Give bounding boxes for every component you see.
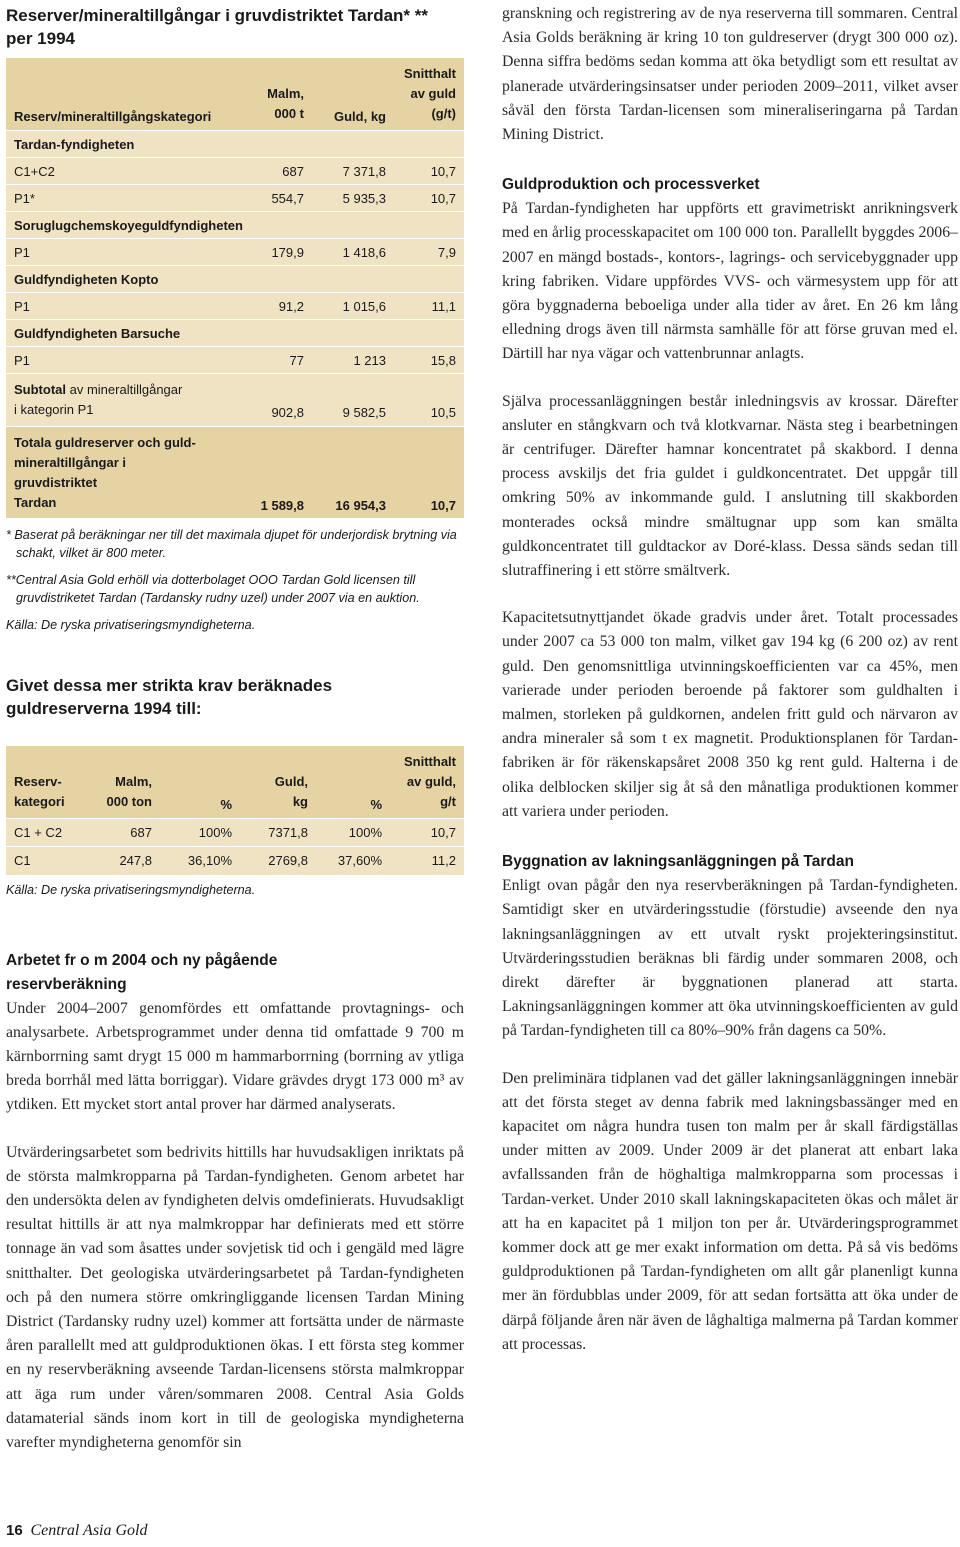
table1-title-line2: per 1994 — [6, 29, 75, 48]
paragraph-work-1: Under 2004–2007 genomfördes ett omfattande provtagnings- och analysarbete. Arbetsprogrammet under denna tid omfattade 9 700 m kärnborrning samt drygt 15 000 m hammarborrning (borrning av ytliga breda borrhål med lätta borriggar). Vidare grävdes drygt 173 000 m³ av ytdiken. Ett mycket stort antal prover har därmed analyserats. — [6, 999, 464, 1114]
cell-category: P1 — [6, 239, 220, 266]
t2-header-pct1: % — [220, 797, 232, 812]
reserves-table — [6, 58, 464, 518]
cell-ore: 687 — [220, 158, 312, 185]
table-row — [6, 347, 464, 374]
heading-work-2004 — [6, 949, 464, 997]
header-ore — [220, 58, 312, 131]
table-row — [6, 185, 464, 212]
subtotal-label — [6, 374, 220, 427]
cell-grade: 10,7 — [394, 185, 464, 212]
paragraph-production-2: Själva processanläggningen består inledningsvis av krossar. Därefter ansluter en stångkvarn och två klotkvarnar. Nästa steg i bearbetningen är centrifuger. Därefter hamnar koncentratet på skakbord. I denna process avskiljs det fria guldet i guldkoncentratet. Det uppgår till omkring 50% av inkommande guld. I anslutning till skakborden monterades också mindre smältugnar upp som kan smälta guldkoncentratet till guldtackor av Doré-klass. Dessa sänds sedan till slutraffinering i ett större smältverk. — [502, 392, 958, 580]
header-grade-line2: av guld — [410, 86, 456, 101]
right-column — [502, 2, 958, 1357]
header-grade — [394, 58, 464, 131]
table-row — [6, 847, 464, 875]
table1-notes — [6, 526, 464, 634]
cell-grade: 7,9 — [394, 239, 464, 266]
total-ore: 1 589,8 — [220, 427, 312, 519]
table-row — [6, 239, 464, 266]
total-grade: 10,7 — [394, 427, 464, 519]
subtotal-label-line2: i kategorin P1 — [14, 402, 94, 417]
cell-gold: 1 418,6 — [312, 239, 394, 266]
t2-header-grade-line2: av guld, — [406, 774, 456, 789]
t2-cell-pct2: 37,60% — [316, 847, 390, 875]
heading-stricter-line1: Givet dessa mer strikta krav beräknades — [6, 676, 333, 695]
t2-cell-grade: 10,7 — [390, 819, 464, 847]
total-label-line3: Tardan — [14, 495, 57, 510]
reserves-1994-table — [6, 746, 464, 875]
cell-gold: 5 935,3 — [312, 185, 394, 212]
subtotal-label-bold: Subtotal — [14, 382, 66, 397]
t2-cell-ore: 687 — [92, 819, 160, 847]
header-ore-line2: 000 t — [274, 106, 304, 121]
header-grade-line3: (g/t) — [431, 106, 456, 121]
t2-header-category — [6, 746, 92, 819]
table1-source: Källa: De ryska privatiseringsmyndigheterna. — [6, 618, 256, 632]
cell-ore: 77 — [220, 347, 312, 374]
group-name: Guldfyndigheten Barsuche — [6, 320, 464, 347]
cell-ore: 554,7 — [220, 185, 312, 212]
cell-ore: 179,9 — [220, 239, 312, 266]
table2-header-row — [6, 746, 464, 819]
table1-title-line1: Reserver/mineraltillgångar i gruvdistriktet Tardan* ** — [6, 6, 428, 25]
cell-ore: 91,2 — [220, 293, 312, 320]
t2-header-ore — [92, 746, 160, 819]
cell-category: P1* — [6, 185, 220, 212]
cell-grade: 10,7 — [394, 158, 464, 185]
t2-header-ore-line1: Malm, — [115, 774, 152, 789]
header-ore-line1: Malm, — [267, 86, 304, 101]
group-name: Soruglugchemskoyeguldfyndigheten — [6, 212, 464, 239]
t2-cell-ore: 247,8 — [92, 847, 160, 875]
paragraph-work-2: Utvärderingsarbetet som bedrivits hittills har huvudsakligen inriktats på de största malmkropparna på Tardan-fyndigheten. Genom arbetet har den undersökta delen av fyndigheten delvis omdefinierats. Huvudsakligt resultat hittills är att nya malmkroppar har definierats med ett större tonnage än vad som åsattes under sovjetisk tid och i gengäld med lägre snitthalter. Det geologiska utvärderingsarbetet på Tardan-fyndigheten och på den numera större omkringliggande licensen Tardan Mining District (Tardansky rudny uzel) kommer att fortsätta under de närmaste åren parallellt med att guldproduktionen ökas. I ett första steg kommer en ny reservberäkning avseende Tardan-licensens största malmkroppar att äga rum under våren/sommaren 2008. Central Asia Golds datamaterial sänds inom kort in till de geologiska myndigheterna varefter myndigheterna genomför sin — [6, 1143, 464, 1451]
heading-stricter-requirements — [6, 674, 464, 720]
table-row — [6, 819, 464, 847]
heading-stricter-line2: guldreserverna 1994 till: — [6, 699, 202, 718]
group-row-kopto — [6, 266, 464, 293]
cell-gold: 1 213 — [312, 347, 394, 374]
t2-header-pct2: % — [370, 797, 382, 812]
cell-category: P1 — [6, 293, 220, 320]
paragraph-production-1: På Tardan-fyndigheten har uppförts ett gravimetriskt anrikningsverk med en årlig processkapacitet om 100 000 ton. Parallellt byggdes 2006–2007 en mängd bostads-, kontors-, lagrings- och servicebyggnader upp kring fabriken. Vidare uppfördes VVS- och värmesystem upp för att göra byggnaderna beboeliga under alla tider av året. En 26 km lång elledning drogs även till närmsta samhälle för att förse gruvan med el. Därtill har nya vägar och vattenbrunnar anlagts. — [502, 200, 958, 363]
subtotal-row — [6, 374, 464, 427]
t2-header-ore-line2: 000 ton — [106, 794, 152, 809]
total-row — [6, 427, 464, 519]
t2-cell-pct1: 36,10% — [160, 847, 240, 875]
group-name: Guldfyndigheten Kopto — [6, 266, 464, 293]
cell-gold: 1 015,6 — [312, 293, 394, 320]
paragraph-leaching-2: Den preliminära tidplanen vad det gäller lakningsanläggningen innebär att det första steget av denna fabrik med lakningsbassänger med en kapacitet om några hundra tusen ton malm per år skall färdigställas under mitten av 2009. Under 2009 är det planerat att enbart laka avfallssanden från de höghaltiga malmkropparna som processas i Tardan-verket. Under 2010 skall lakningskapaciteten ökas och målet är att ha en kapacitet på 1 miljon ton per år. Utvärderingsprogrammet kommer dock att ge mer exakt information om detta. På så vis bedöms guldproduktionen på Tardan-fyndigheten om allt går planenligt kunna mer än fördubblas under 2009, för att sedan fortsätta att öka under de därpå följande åren när även de låghaltiga malmerna på Tardan kommer att processas. — [502, 1069, 958, 1353]
t2-cell-pct2: 100% — [316, 819, 390, 847]
total-label — [6, 427, 220, 519]
group-row-barsuche — [6, 320, 464, 347]
paragraph-leaching-1: Enligt ovan pågår den nya reservberäkningen på Tardan-fyndigheten. Samtidigt sker en utvärderingsstudie (förstudie) avseende den nya lakningsanläggningen av ett utvalt ryskt projekteringsinstitut. Utvärderingsstudien beräknas bli färdig under sommaren 2008, och direkt därefter är byggnationen planerad att starta. Lakningsanläggningen kommer att öka utvinningskoefficienten av guld på Tardan-fyndigheten till ca 80%–90% från dagens ca 50%. — [502, 877, 958, 1040]
cell-gold: 7 371,8 — [312, 158, 394, 185]
t2-header-gold — [240, 746, 316, 819]
paragraph-review: granskning och registrering av de nya reserverna till sommaren. Central Asia Golds beräkning är kring 10 ton guldreserver (drygt 300 000 oz). Denna siffra bedöms sedan komma att öka betydligt som ett resultat av planerade utvärderingsinsatser under perioden 2009–2011, vilket avser såväl den första Tardan-licensen som mineraliseringarna på Tardan Mining District. — [502, 5, 958, 144]
t2-header-grade-line3: g/t — [440, 794, 456, 809]
heading-gold-production: Guldproduktion och processverket — [502, 176, 760, 194]
subtotal-gold: 9 582,5 — [312, 374, 394, 427]
t2-cell-category: C1 + C2 — [6, 819, 92, 847]
header-grade-line1: Snitthalt — [404, 66, 456, 81]
cell-grade: 15,8 — [394, 347, 464, 374]
left-column — [6, 0, 464, 1455]
t2-cell-grade: 11,2 — [390, 847, 464, 875]
page-number: 16 — [6, 1522, 23, 1539]
cell-category: P1 — [6, 347, 220, 374]
cell-category: C1+C2 — [6, 158, 220, 185]
header-category: Reserv/mineraltillgångskategori — [14, 109, 212, 124]
t2-cell-category: C1 — [6, 847, 92, 875]
footnote-1: * Baserat på beräkningar ner till det maximala djupet för underjordisk brytning via schakt, vilket är 800 meter. — [6, 528, 457, 560]
t2-cell-gold: 2769,8 — [240, 847, 316, 875]
table1-header-row — [6, 58, 464, 131]
subtotal-label-rest: av mineraltillgångar — [66, 382, 183, 397]
total-label-line2: mineraltillgångar i gruvdistriktet — [14, 455, 126, 490]
group-row-tardan — [6, 131, 464, 158]
table1-title — [6, 4, 464, 50]
heading-leaching-plant: Byggnation av lakningsanläggningen på Tardan — [502, 853, 854, 871]
subtotal-grade: 10,5 — [394, 374, 464, 427]
t2-header-grade-line1: Snitthalt — [404, 754, 456, 769]
t2-header-grade — [390, 746, 464, 819]
brand-logo-text: Central Asia Gold — [30, 1522, 148, 1539]
group-row-soruglug — [6, 212, 464, 239]
total-gold: 16 954,3 — [312, 427, 394, 519]
t2-header-gold-line2: kg — [292, 794, 308, 809]
t2-header-gold-line1: Guld, — [274, 774, 308, 789]
t2-header-category-line1: Reserv- — [14, 774, 62, 789]
heading-work-line1: Arbetet fr o m 2004 och ny pågående — [6, 951, 278, 969]
paragraph-production-3: Kapacitetsutnyttjandet ökade gradvis under året. Totalt processades under 2007 ca 53 000 ton malm, vilket gav 194 kg (6 200 oz) av rent guld. Den genomsnittliga utvinningskoefficienten var ca 45%, men varierade under perioden beroende på faktorer som guldhalten i malmen, storleken på guldkornen, andelen fritt guld och närvaron av andra mineraler så som t ex magnetit. Produktionsplanen för Tardan-fabriken är för räkenskapsåret 2008 350 kg rent guld. Halterna i de olika delblocken skiljer sig åt så den månatliga produktionen kommer att variera under perioden. — [502, 609, 958, 820]
t2-header-category-line2: kategori — [14, 794, 65, 809]
table-row — [6, 158, 464, 185]
subtotal-ore: 902,8 — [220, 374, 312, 427]
heading-work-line2: reservberäkning — [6, 975, 127, 993]
page-footer — [6, 1522, 147, 1540]
table-row — [6, 293, 464, 320]
t2-cell-gold: 7371,8 — [240, 819, 316, 847]
cell-grade: 11,1 — [394, 293, 464, 320]
header-gold: Guld, kg — [334, 109, 386, 124]
footnote-2: **Central Asia Gold erhöll via dotterbolaget OOO Tardan Gold licensen till gruvdistriketet Tardan (Tardansky rudny uzel) under 2007 via en auktion. — [6, 573, 420, 605]
group-name: Tardan-fyndigheten — [6, 131, 464, 158]
t2-cell-pct1: 100% — [160, 819, 240, 847]
total-label-line1: Totala guldreserver och guld- — [14, 435, 196, 450]
table2-source: Källa: De ryska privatiseringsmyndigheterna. — [6, 882, 256, 897]
